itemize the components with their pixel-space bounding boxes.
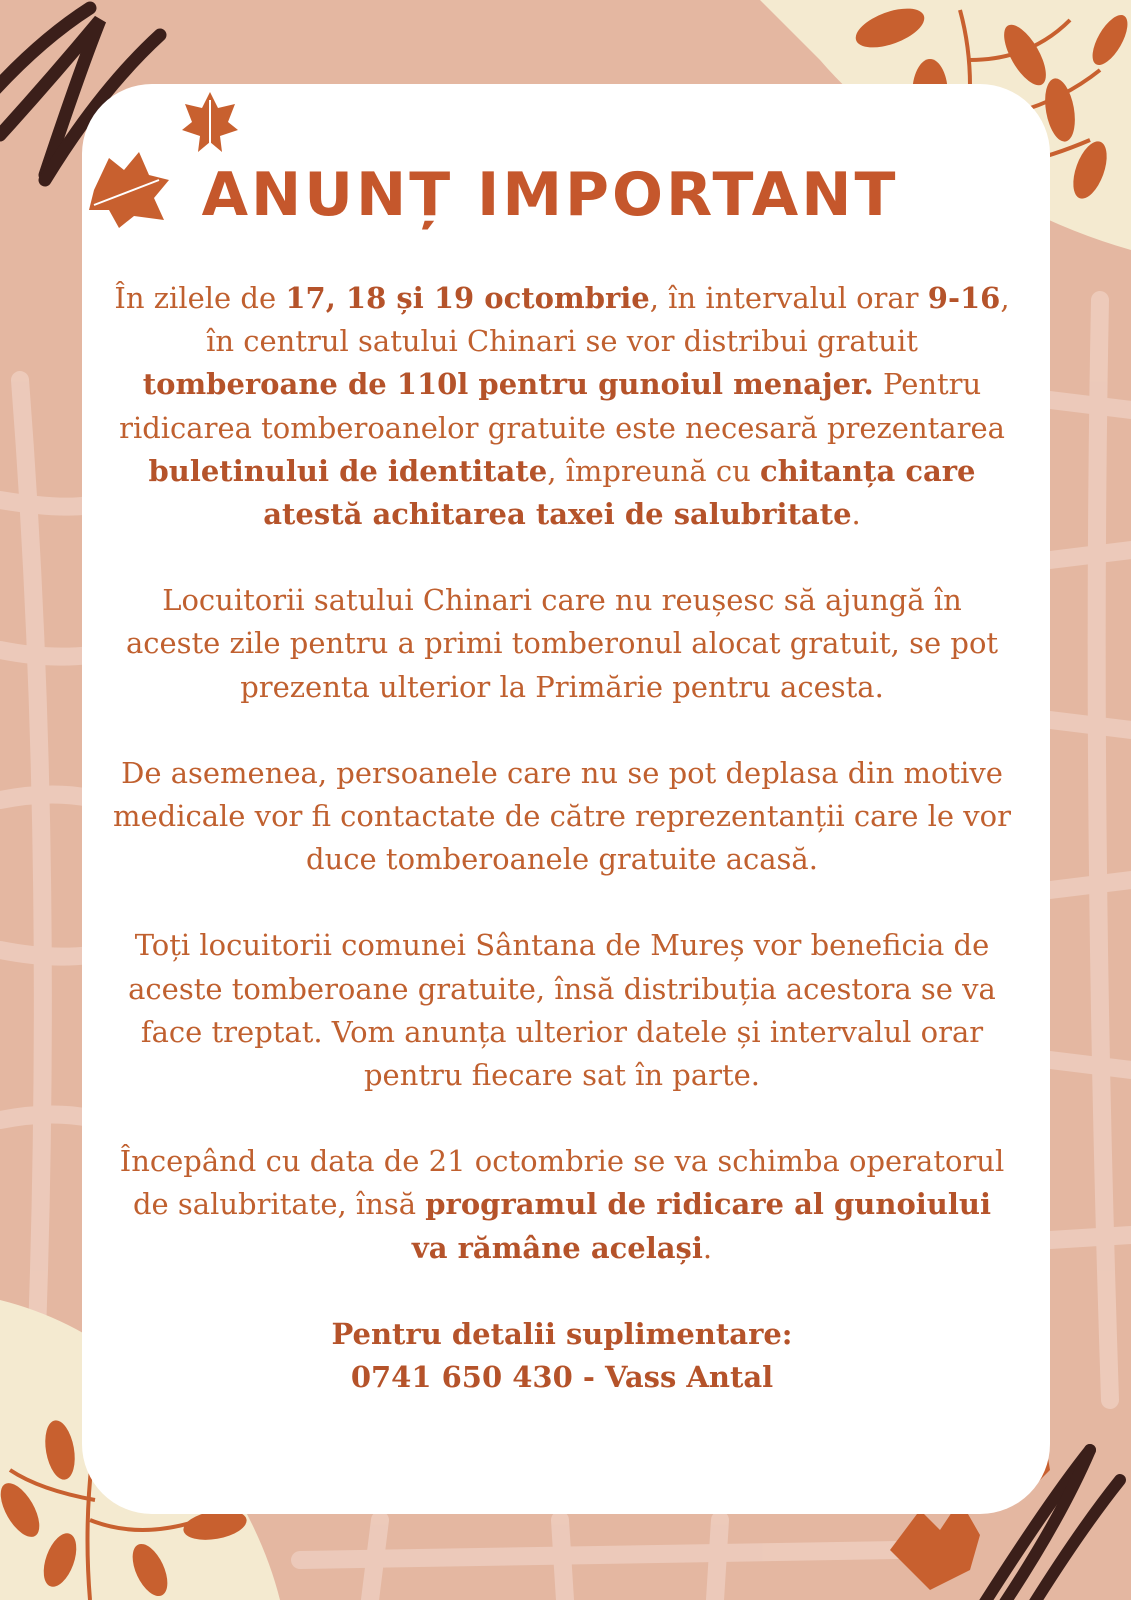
text-span: Începând cu data de 21 octombrie se va schimba operatorul de salubritate, însă (119, 1144, 1005, 1222)
contact-block (112, 1313, 1012, 1399)
schedule-highlight: programul de ridicare al gunoiului va rămâne același (411, 1187, 992, 1265)
paragraph-operator (112, 1140, 1012, 1270)
id-highlight: buletinului de identitate (148, 453, 548, 488)
receipt-highlight: chitanța care atestă achitarea taxei de salubritate (263, 453, 976, 532)
text-span: Pentru ridicarea tomberoanelor gratuite este necesară prezentarea (119, 367, 1005, 445)
paragraph-commune: Toți locuitorii comunei Sântana de Mureș vor beneficia de aceste tomberoane gratuite, însă distribuția acestora se va face treptat. Vom anunța ulterior datele și intervalul orar pentru fiecare sat în parte. (128, 928, 996, 1093)
paragraph-medical: De asemenea, persoanele care nu se pot deplasa din motive medicale vor fi contactate de către reprezentanții care le vor duce tomberoanele gratuite acasă. (113, 755, 1011, 877)
bins-highlight: tomberoane de 110l pentru gunoiul menajer. (142, 367, 874, 402)
page-title: ANUNȚ IMPORTANT (201, 160, 899, 230)
contact-phone: 0741 650 430 - Vass Antal (350, 1360, 774, 1395)
maple-leaf-icon (180, 90, 240, 155)
announcement-body (112, 277, 1012, 1399)
text-span: . (851, 497, 861, 532)
paragraph-later-pickup: Locuitorii satului Chinari care nu reușesc să ajungă în aceste zile pentru a primi tomberonul alocat gratuit, se pot prezenta ulterior la Primărie pentru acesta. (125, 583, 999, 704)
text-span: . (702, 1230, 713, 1265)
contact-label: Pentru detalii suplimentare: (331, 1316, 793, 1351)
text-span: , împreună cu (547, 453, 761, 488)
dates-highlight: 17, 18 și 19 octombrie (285, 281, 650, 315)
text-span: În zilele de (114, 281, 286, 315)
text-span: , în centrul satului Chinari se vor distribui gratuit (206, 281, 1010, 359)
paragraph-distribution (112, 277, 1012, 536)
text-span: , în intervalul orar (649, 281, 928, 315)
hours-highlight: 9-16 (927, 281, 1001, 315)
